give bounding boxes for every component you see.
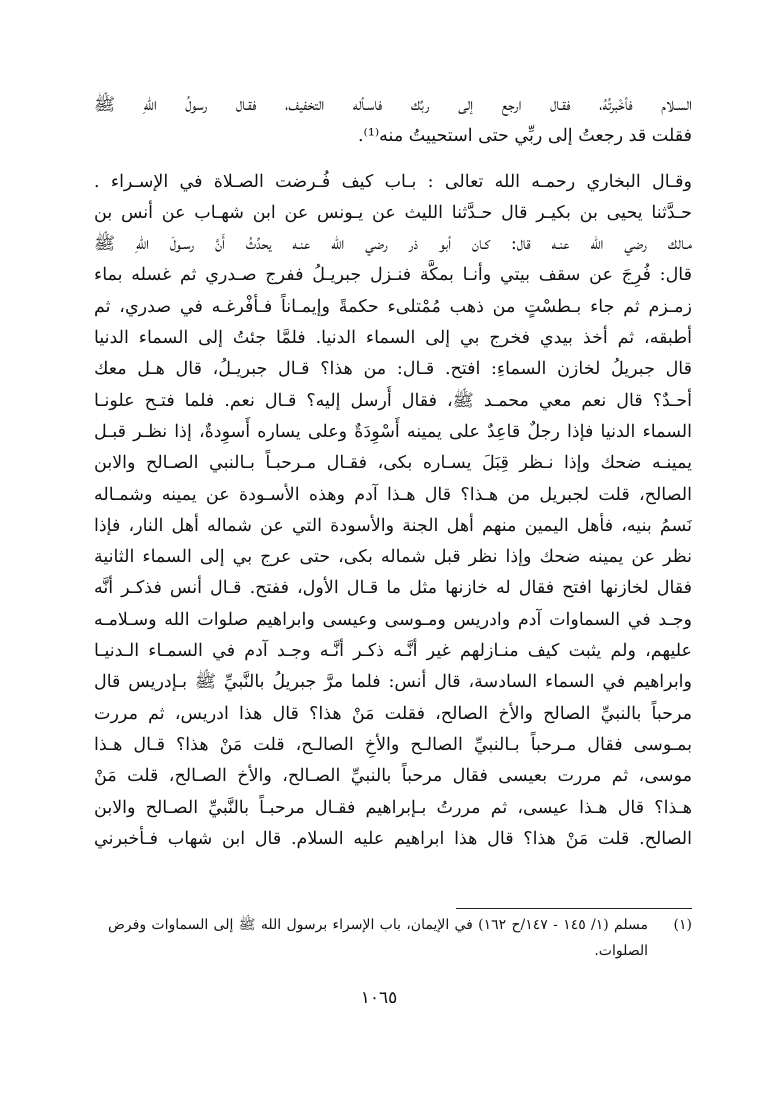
text-line: أطبقه، ثم أخذ بيدي فخرج بي إلى السماء الدنيا. فلمَّا جئتُ إلى السماء الدنيا	[94, 328, 692, 349]
text-line: السماء الدنيا فإذا رجلٌ قاعِدٌ على يمينه أَسْوِدَةٌ وعلى يساره أَسوِدةٌ، إذا نظـر قبـل	[94, 421, 692, 442]
text-line: فقلت قد رجعتُ إلى ربِّي حتى استحييتُ منه⁽¹⁾.	[357, 126, 692, 147]
text-line: هـذا؟ قال هـذا عيسى، ثم مررتُ بـإبراهيم فقـال مرحبـاً بالنَّبيِّ الصـالح والابن	[94, 797, 692, 818]
text-line: قال: فُرِجَ عن سقف بيتي وأنـا بمكَّة فنـزل جبريـلُ ففرج صـدري ثم غسله بماء	[94, 265, 692, 286]
paragraph-spacer	[94, 153, 692, 167]
text-line: يمينـه ضحك وإذا نـظر قِبَلَ يسـاره بكى، فقـال مـرحبـاً بـالنبي الصـالح والابن	[94, 453, 692, 474]
text-line: فقال لخازنها افتح فقال له خازنها مثل ما قـال الأول، ففتح. قـال أنس فذكـر أنَّه	[94, 578, 692, 599]
paragraph-1	[94, 90, 692, 153]
footnote-number: (١)	[673, 917, 692, 933]
text-line: الصالح. قلت مَنْ هذا؟ قال هذا ابراهيم عليه السلام. قال ابن شهاب فـأخبرني	[94, 828, 692, 849]
text-line: وجـد في السماوات آدم وادريس ومـوسى وعيسى وابراهيم صلوات الله وسـلامـه	[94, 609, 692, 630]
footnote-line: الصلوات.	[594, 943, 648, 959]
text-line: زمـزم ثم جاء بـطسْتٍ من ذهب مُمْتلىء حكمةً وإيمـاناً فـأفْرغـه في صدري، ثم	[94, 296, 692, 317]
footnote-line: مسلم (١/ ١٤٥ - ١٤٧/ح ١٦٢) في الإيمان، باب الإسراء برسول الله ﷺ إلى السماوات وفرض	[108, 917, 648, 933]
paragraph-2	[94, 167, 692, 856]
main-text	[94, 90, 692, 855]
footnote-item	[108, 912, 692, 964]
text-line: قال جبريلُ لخازن السماءِ: افتح. قـال: من هذا؟ قـال جبريـلُ، قال هـل معك	[94, 359, 692, 380]
text-line: وابراهيم في السماء السادسة، قال أنس: فلما مرَّ جبريلُ بالنَّبيِّ ﷺ بـإدريس قال	[94, 672, 692, 693]
text-line: أحـدٌ؟ قال نعم معي محمـد ﷺ، فقال أُرسل إليه؟ قـال نعم. فلما فتـح علونـا	[94, 390, 692, 411]
text-line: الصالح، قلت لجبريل من هـذا؟ قال هـذا آدم وهذه الأسـودة عن يمينه وشمـاله	[94, 484, 692, 505]
footnote-text	[108, 912, 648, 964]
text-line: حـدَّثنا يحيى بن بكيـر قال حـدَّثنا الليث عن يـونس عن ابن شهـاب عن أنس بن	[94, 202, 692, 223]
text-line: وقـال البخاري رحمـه الله تعالى : بـاب كيف فُـرضت الصـلاة في الإسـراء .	[94, 171, 692, 192]
text-line: السـلام فأخْبرتُهُ، فقـال ارجع إلى ربِّك فاسـأله التخفيف، فقـال رسولُ اللهِ ﷺ	[94, 95, 692, 115]
footnotes	[108, 912, 692, 964]
text-line: عليهم، ولم يثبت كيف منـازلهم غير أنَّـه ذكـر أنَّـه وجـد آدم في السمـاء الـدنيـا	[94, 641, 692, 662]
text-line: موسى، ثم مررت بعيسى فقال مرحباً بالنبيِّ الصـالح، والأخ الصـالح، قلت مَنْ	[94, 766, 692, 787]
text-line: مـالك رضي الله عنـه قال: كـان أبو ذر رضي الله عنـه يحدِّثُ أَنَّ رسـولَ اللهِ ﷺ	[94, 234, 692, 255]
page-number: ١٠٦٥	[360, 988, 398, 1008]
footnote-divider	[456, 908, 692, 909]
text-line: بمـوسى فقال مـرحباً بـالنبيِّ الصالـح والأخِ الصالـح، قلت مَنْ هذا؟ قـال هـذا	[94, 734, 692, 755]
text-line: نظر عن يمينه ضحك وإذا نظر قبل شماله بكى، حتى عرج بي إلى السماء الثانية	[94, 547, 692, 568]
text-line: مرحباً بالنبيِّ الصالح والأخ الصالح، فقلت مَنْ هذا؟ قال هذا ادريس، ثم مررت	[94, 703, 692, 724]
text-line: نَسمُ بنيه، فأهل اليمين منهم أهل الجنة والأسودة التي عن شماله أهل النار، فإذا	[94, 515, 692, 536]
